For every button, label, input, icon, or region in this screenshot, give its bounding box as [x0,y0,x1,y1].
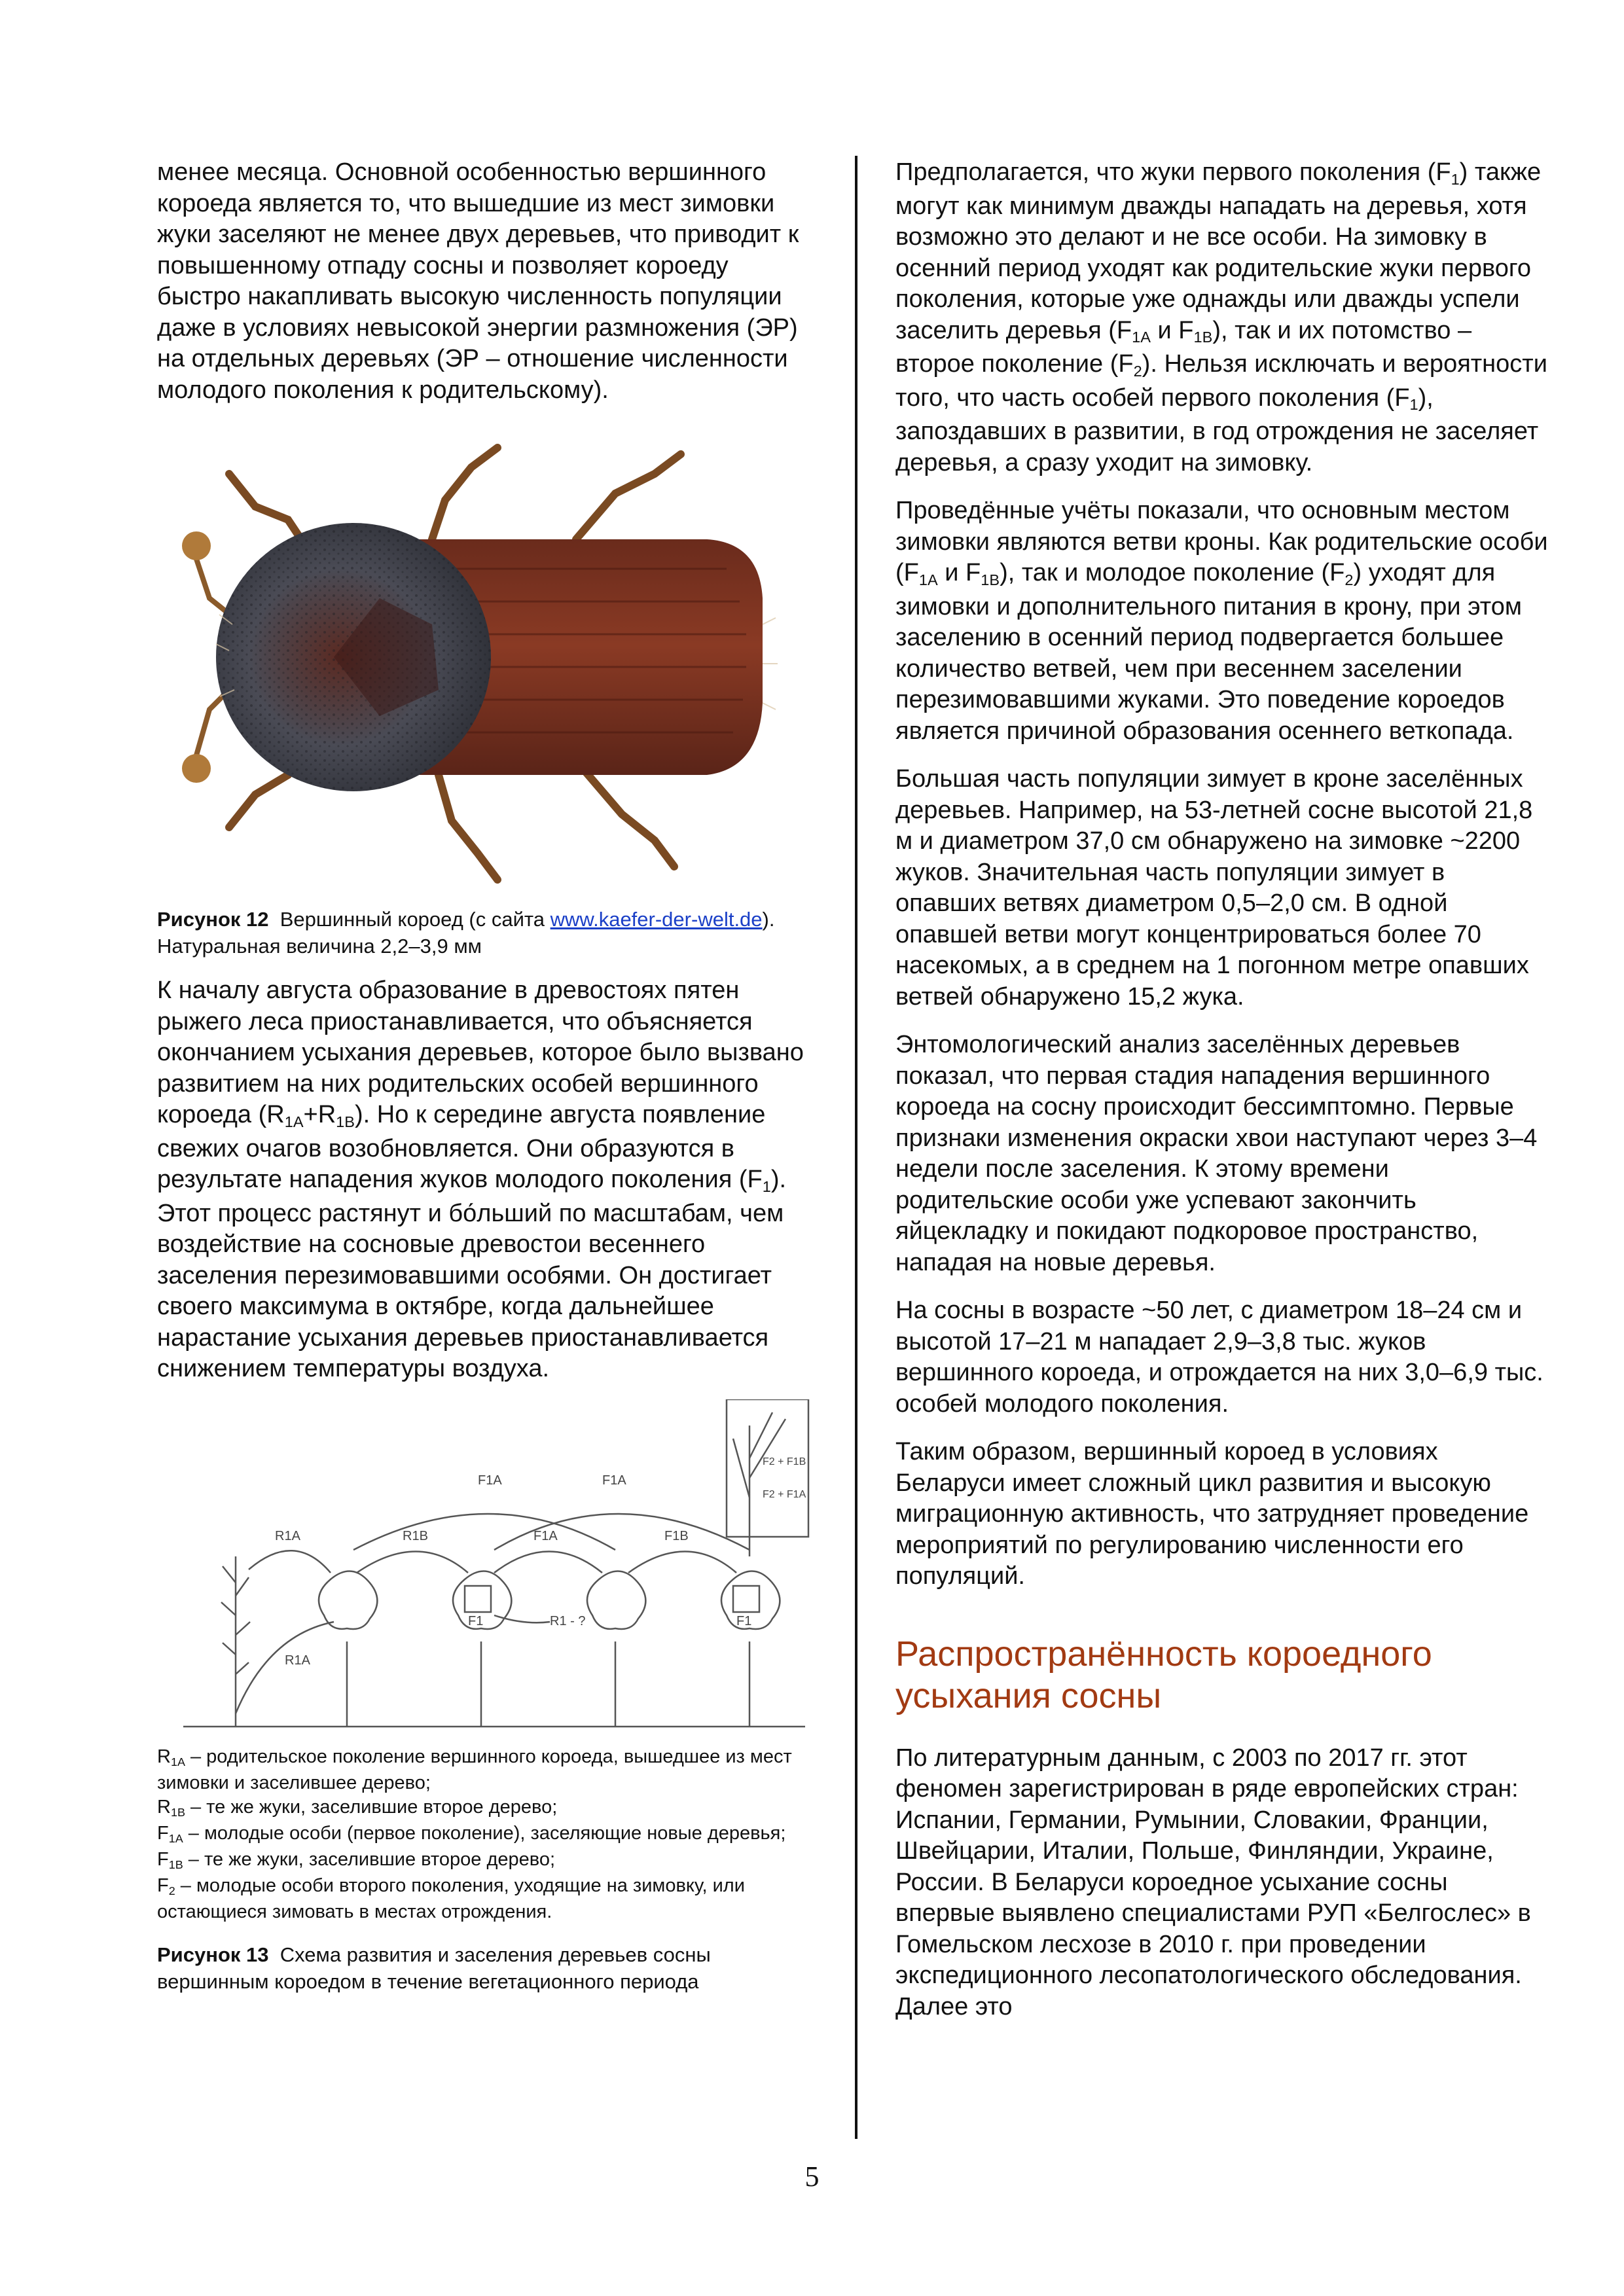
caption-text: Схема развития и заселения деревьев сосны вершинным короедом в течение вегетационного периода [157,1943,711,1993]
page-number: 5 [804,2161,820,2193]
label-r1b: R1B [403,1528,428,1543]
source-link[interactable]: www.kaefer-der-welt.de [550,908,763,931]
paragraph: Большая часть популяции зимует в кроне заселённых деревьев. Например, на 53-летней сосне высотой 21,8 м и диаметром 37,0 см обнаружено на зимовке ~2200 жуков. Значительная часть популяции зимует в опавших ветвях диаметром 0,5–2,0 см. В одной опавшей ветви могут концентрироваться более 70 насекомых, а в среднем на 1 погонном метре опавших ветвей обнаружено 15,2 жука. [895,765,1533,1011]
paragraph: Таким образом, вершинный короед в условиях Беларуси имеет сложный цикл развития и высокую миграционную активность, что затрудняет проведение мероприятий по регулированию численности его популяций. [895,1438,1529,1590]
paragraph: Проведённые учёты показали, что основным местом зимовки являются ветви кроны. Как родительские особи (F1А и F1В), так и молодое поколение (F2) уходят для зимовки и дополнительного питания в крону, при этом заселению в осенний период подвергается большее количество ветвей, чем при весеннем заселении перезимовавшими жуками. Это поведение короедов является причиной образования осеннего веткопада. [895,497,1548,745]
right-column [895,157,1550,2039]
development-scheme-diagram [157,1399,812,1740]
paragraph: Предполагается, что жуки первого поколения (F1) также могут как минимум дважды нападать на деревья, хотя возможно это делают и не все особи. На зимовку в осенний период уходят как родительские жуки первого поколения, которые уже однажды или дважды успели заселить деревья (F1А и F1В), так и их потомство – второе поколение (F2). Нельзя исключать и вероятности того, что часть особей первого поколения (F1), запоздавших в развитии, в год отрождения не заселяет деревья, а сразу уходит на зимовку. [895,158,1547,476]
figure-label: Рисунок 12 [157,908,269,931]
column-divider [855,156,857,2139]
label-f1a-top: F1A [478,1473,502,1488]
paragraph: К началу августа образование в древостоях пятен рыжего леса приостанавливается, что объясняется окончанием усыхания деревьев, которое было вызвано развитием на них родительских особей вершинного короеда (R1А+R1В). Но к середине августа появление свежих очагов возобновляется. Они образуются в результате нападения жуков молодого поколения (F1). Этот процесс растянут и бо́льший по масштабам, чем воздействие на сосновые древостои весеннего заселения перезимовавшими особями. Он достигает своего максимума в октябре, когда дальнейшее нарастание усыхания деревьев приостанавливается снижением температуры воздуха. [157,977,804,1382]
left-column [157,157,812,2011]
label-r1-question: R1 - ? [550,1613,586,1628]
caption-text-2: ). Натуральная величина 2,2–3,9 мм [157,908,775,958]
label-f1-right: F1 [736,1613,752,1628]
section-heading: Распространённость короедного усыхания сосны [895,1634,1432,1715]
figure-12-caption [157,906,812,960]
figure-13-caption [157,1941,812,1995]
legend-item: F1А – молодые особи (первое поколение), заселяющие новые деревья; [157,1822,786,1845]
label-r1a-low: R1A [285,1653,310,1668]
paragraph: Энтомологический анализ заселённых деревьев показал, что первая стадия нападения вершинного короеда на сосну происходит бессимптомно. Первые признаки изменения окраски хвои наступают через 3–4 недели после заселения. К этому времени родительские особи уже успевают закончить яйцекладку и покидают подкоровое пространство, нападая на новые деревья. [895,1031,1538,1276]
legend-item: R1А – родительское поколение вершинного короеда, вышедшее из мест зимовки и заселившее дерево; [157,1746,792,1793]
label-f1a-right: F1A [602,1473,626,1488]
legend-item: F1В – те же жуки, заселившие второе дерево; [157,1848,556,1871]
label-f1-left: F1 [468,1613,484,1628]
legend-item: F2 – молодые особи второго поколения, уходящие на зимовку, или остающиеся зимовать в местах отрождения. [157,1874,745,1922]
diagram-legend [157,1745,812,1924]
label-inset-b: F2 + F1A [763,1488,806,1500]
beetle-photo [157,428,812,899]
paragraph: менее месяца. Основной особенностью вершинного короеда является то, что вышедшие из мест зимовки жуки заселяют не менее двух деревьев, что приводит к повышенному отпаду сосны и позволяет короеду быстро накапливать высокую численность популяции даже в условиях невысокой энергии размножения (ЭР) на отдельных деревьях (ЭР – отношение численности молодого поколения к родительскому). [157,158,799,404]
caption-text: Вершинный короед (с сайта [280,908,545,931]
figure-label: Рисунок 13 [157,1943,269,1966]
label-f1a-mid: F1A [533,1528,558,1543]
legend-item: R1В – те же жуки, заселившие второе дерево; [157,1796,558,1819]
paragraph: По литературным данным, с 2003 по 2017 гг. этот феномен зарегистрирован в ряде европейских стран: Испании, Германии, Румынии, Словакии, Франции, Швейцарии, Италии, Польше, Финляндии, Украине, России. В Беларуси короедное усыхание сосны впервые выявлено специалистами РУП «Белгослес» в Гомельском лесхозе в 2010 г. при проведении экспедиционного лесопатологического обследования. Далее это [895,1744,1531,2020]
label-r1a: R1A [275,1528,300,1543]
label-inset-a: F2 + F1B [763,1456,806,1467]
label-f1b: F1B [664,1528,689,1543]
paragraph: На сосны в возрасте ~50 лет, с диаметром 18–24 см и высотой 17–21 м нападает 2,9–3,8 тыс. жуков вершинного короеда, и отрождается на них 3,0–6,9 тыс. особей молодого поколения. [895,1297,1543,1418]
